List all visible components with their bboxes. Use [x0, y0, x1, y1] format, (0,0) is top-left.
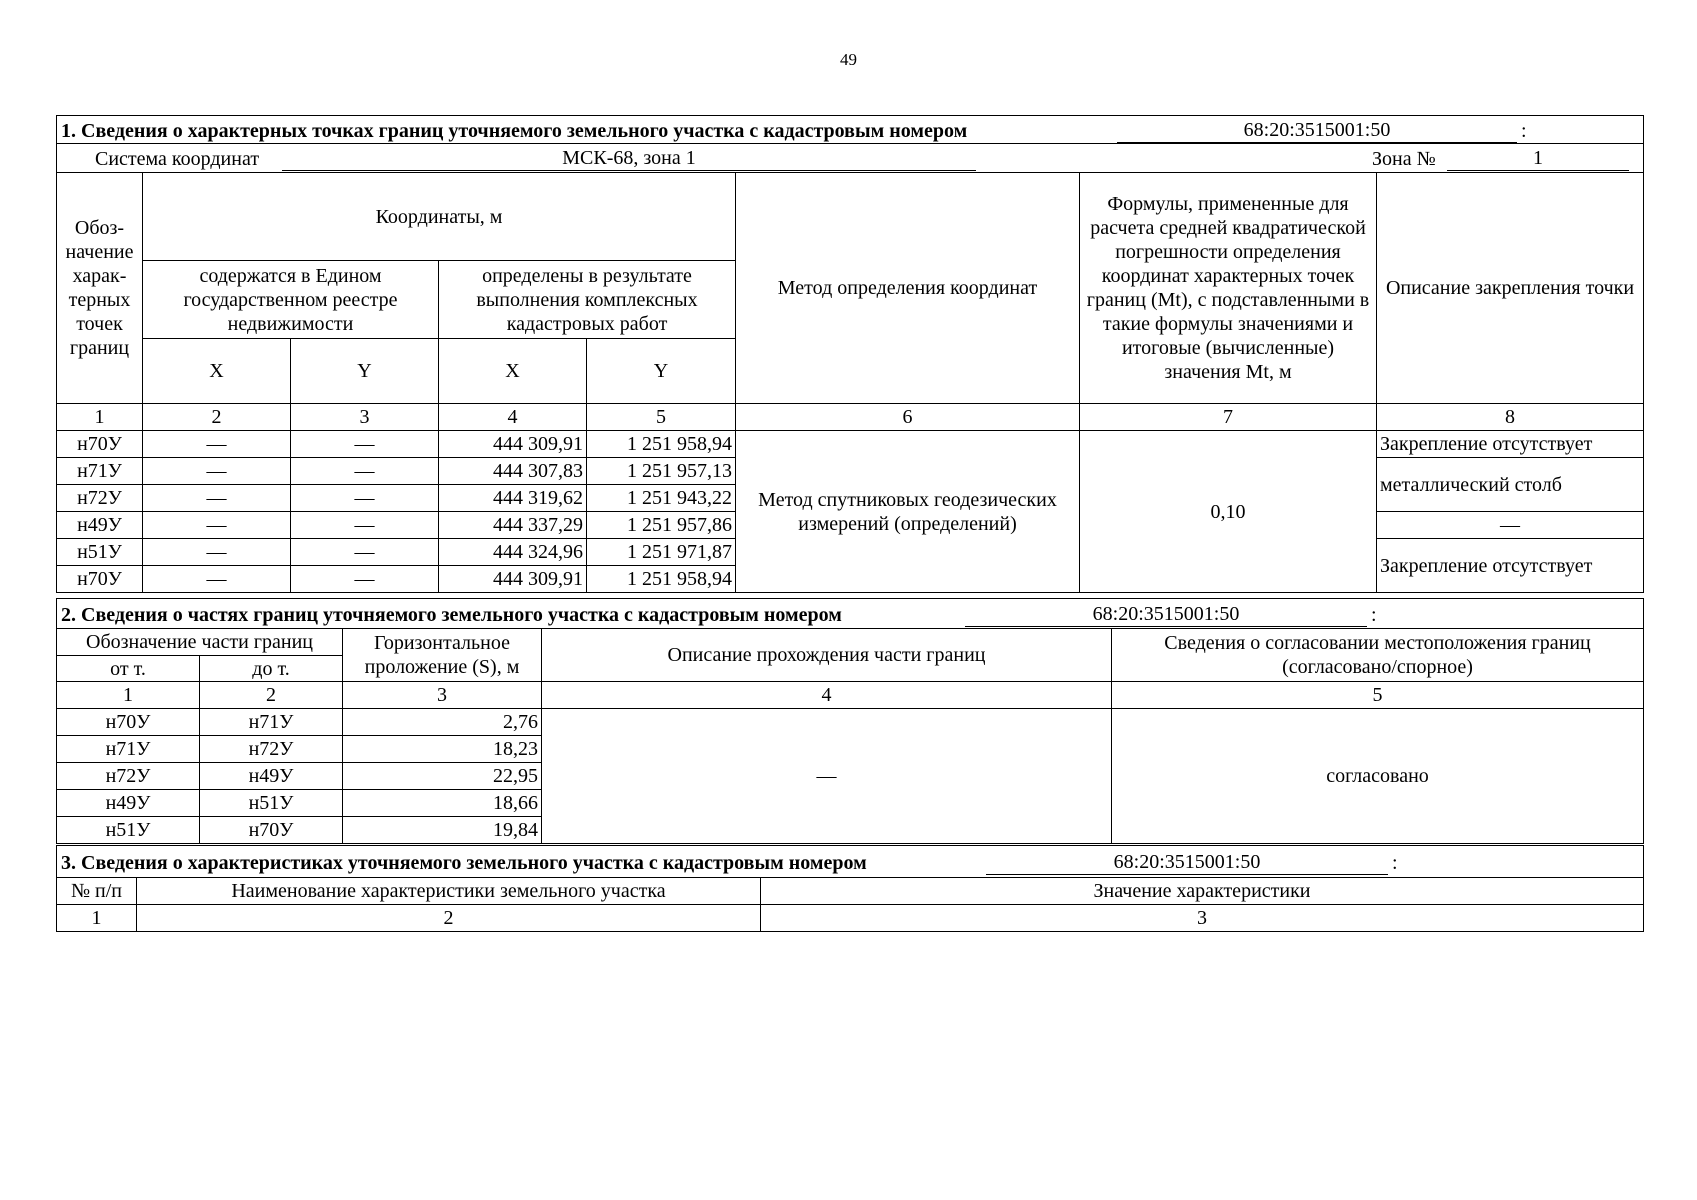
- description-value: —: [542, 709, 1112, 844]
- header-designation: Обоз-начение харак-терных точек границ: [57, 173, 143, 404]
- header-from: от т.: [57, 656, 200, 682]
- section3-table: [56, 845, 1644, 932]
- from-point: н72У: [57, 763, 200, 790]
- zone-label: Зона №: [1372, 148, 1436, 170]
- point-name: н72У: [57, 485, 143, 512]
- horizontal-value: 18,23: [343, 736, 542, 763]
- section1-table: [56, 115, 1644, 593]
- point-name: н71У: [57, 458, 143, 485]
- section2-colon: :: [1371, 604, 1377, 626]
- section2-table: [56, 598, 1644, 844]
- reg-y: —: [291, 458, 439, 485]
- header-formulas: Формулы, примененные для расчета средней квадратической погрешности определения координат характерных точек границ (Mt), с подставленными в такие формулы значениями и итоговые (вычисленные) значения Mt, м: [1080, 173, 1377, 404]
- header-x: X: [439, 339, 587, 404]
- from-point: н71У: [57, 736, 200, 763]
- col-number: 4: [439, 404, 587, 431]
- col-number: 3: [291, 404, 439, 431]
- reg-y: —: [291, 512, 439, 539]
- header-num: № п/п: [57, 878, 137, 905]
- coord-x: 444 309,91: [439, 431, 587, 458]
- zone-value: 1: [1447, 146, 1629, 171]
- coord-x: 444 319,62: [439, 485, 587, 512]
- fixing-value: металлический столб: [1377, 458, 1644, 512]
- section2-cadastral-number: 68:20:3515001:50: [965, 602, 1367, 627]
- section3-title: 3. Сведения о характеристиках уточняемого земельного участка с кадастровым номером: [61, 852, 867, 874]
- col-number: 2: [200, 682, 343, 709]
- reg-x: —: [143, 485, 291, 512]
- col-number: 5: [587, 404, 736, 431]
- point-name: н49У: [57, 512, 143, 539]
- col-number: 1: [57, 682, 200, 709]
- point-name: н51У: [57, 539, 143, 566]
- header-determined: определены в результате выполнения комплексных кадастровых работ: [439, 261, 736, 339]
- to-point: н72У: [200, 736, 343, 763]
- horizontal-value: 22,95: [343, 763, 542, 790]
- header-y: Y: [587, 339, 736, 404]
- section1-cadastral-number: 68:20:3515001:50: [1117, 118, 1517, 143]
- to-point: н71У: [200, 709, 343, 736]
- coord-system-value: МСК-68, зона 1: [282, 146, 976, 171]
- section1-title: 1. Сведения о характерных точках границ уточняемого земельного участка с кадастровым номером: [61, 120, 968, 142]
- section2-title-row: [57, 599, 1644, 629]
- reg-x: —: [143, 458, 291, 485]
- header-description: Описание прохождения части границ: [542, 629, 1112, 682]
- section1-colon: :: [1521, 120, 1527, 142]
- section1-title-row: [57, 116, 1644, 144]
- agreement-value: согласовано: [1112, 709, 1644, 844]
- method-value: Метод спутниковых геодезических измерений (определений): [736, 431, 1080, 593]
- coord-y: 1 251 957,13: [587, 458, 736, 485]
- coord-system-label: Система координат: [95, 148, 260, 170]
- point-name: н70У: [57, 431, 143, 458]
- section2-title: 2. Сведения о частях границ уточняемого земельного участка с кадастровым номером: [61, 604, 842, 626]
- coord-x: 444 337,29: [439, 512, 587, 539]
- coord-y: 1 251 958,94: [587, 431, 736, 458]
- table-row: [57, 431, 1644, 458]
- horizontal-value: 19,84: [343, 817, 542, 844]
- reg-y: —: [291, 539, 439, 566]
- reg-x: —: [143, 431, 291, 458]
- col-number: 1: [57, 905, 137, 932]
- to-point: н70У: [200, 817, 343, 844]
- point-name: н70У: [57, 566, 143, 593]
- col-number: 3: [761, 905, 1644, 932]
- to-point: н49У: [200, 763, 343, 790]
- section3-cadastral-number: 68:20:3515001:50: [986, 850, 1388, 875]
- coord-y: 1 251 957,86: [587, 512, 736, 539]
- coord-y: 1 251 971,87: [587, 539, 736, 566]
- col-number: 4: [542, 682, 1112, 709]
- coord-x: 444 307,83: [439, 458, 587, 485]
- horizontal-value: 18,66: [343, 790, 542, 817]
- page-number: 49: [840, 50, 857, 69]
- reg-y: —: [291, 566, 439, 593]
- col-number: 7: [1080, 404, 1377, 431]
- reg-y: —: [291, 431, 439, 458]
- col-number: 8: [1377, 404, 1644, 431]
- header-in-registry: содержатся в Едином государственном реестре недвижимости: [143, 261, 439, 339]
- mt-value: 0,10: [1080, 431, 1377, 593]
- header-coordinates: Координаты, м: [143, 173, 736, 261]
- header-fixing: Описание закрепления точки: [1377, 173, 1644, 404]
- coord-y: 1 251 958,94: [587, 566, 736, 593]
- table-row: [57, 709, 1644, 736]
- header-value: Значение характеристики: [761, 878, 1644, 905]
- col-number: 5: [1112, 682, 1644, 709]
- coord-x: 444 324,96: [439, 539, 587, 566]
- reg-y: —: [291, 485, 439, 512]
- fixing-value: —: [1377, 512, 1644, 539]
- col-number: 6: [736, 404, 1080, 431]
- header-to: до т.: [200, 656, 343, 682]
- header-part-designation: Обозначение части границ: [57, 629, 343, 656]
- section1-coord-row: [57, 144, 1644, 173]
- section3-colon: :: [1392, 852, 1398, 874]
- reg-x: —: [143, 512, 291, 539]
- header-reg-x: X: [143, 339, 291, 404]
- coord-x: 444 309,91: [439, 566, 587, 593]
- header-method: Метод определения координат: [736, 173, 1080, 404]
- from-point: н49У: [57, 790, 200, 817]
- header-reg-y: Y: [291, 339, 439, 404]
- header-horizontal: Горизонтальное проложение (S), м: [343, 629, 542, 682]
- reg-x: —: [143, 566, 291, 593]
- section3-title-row: [57, 846, 1644, 878]
- reg-x: —: [143, 539, 291, 566]
- col-number: 2: [137, 905, 761, 932]
- from-point: н70У: [57, 709, 200, 736]
- from-point: н51У: [57, 817, 200, 844]
- fixing-value: Закрепление отсутствует: [1377, 539, 1644, 593]
- col-number: 3: [343, 682, 542, 709]
- col-number: 1: [57, 404, 143, 431]
- fixing-value: Закрепление отсутствует: [1377, 431, 1644, 458]
- header-name: Наименование характеристики земельного участка: [137, 878, 761, 905]
- horizontal-value: 2,76: [343, 709, 542, 736]
- col-number: 2: [143, 404, 291, 431]
- to-point: н51У: [200, 790, 343, 817]
- coord-y: 1 251 943,22: [587, 485, 736, 512]
- header-agreement: Сведения о согласовании местоположения границ (согласовано/спорное): [1112, 629, 1644, 682]
